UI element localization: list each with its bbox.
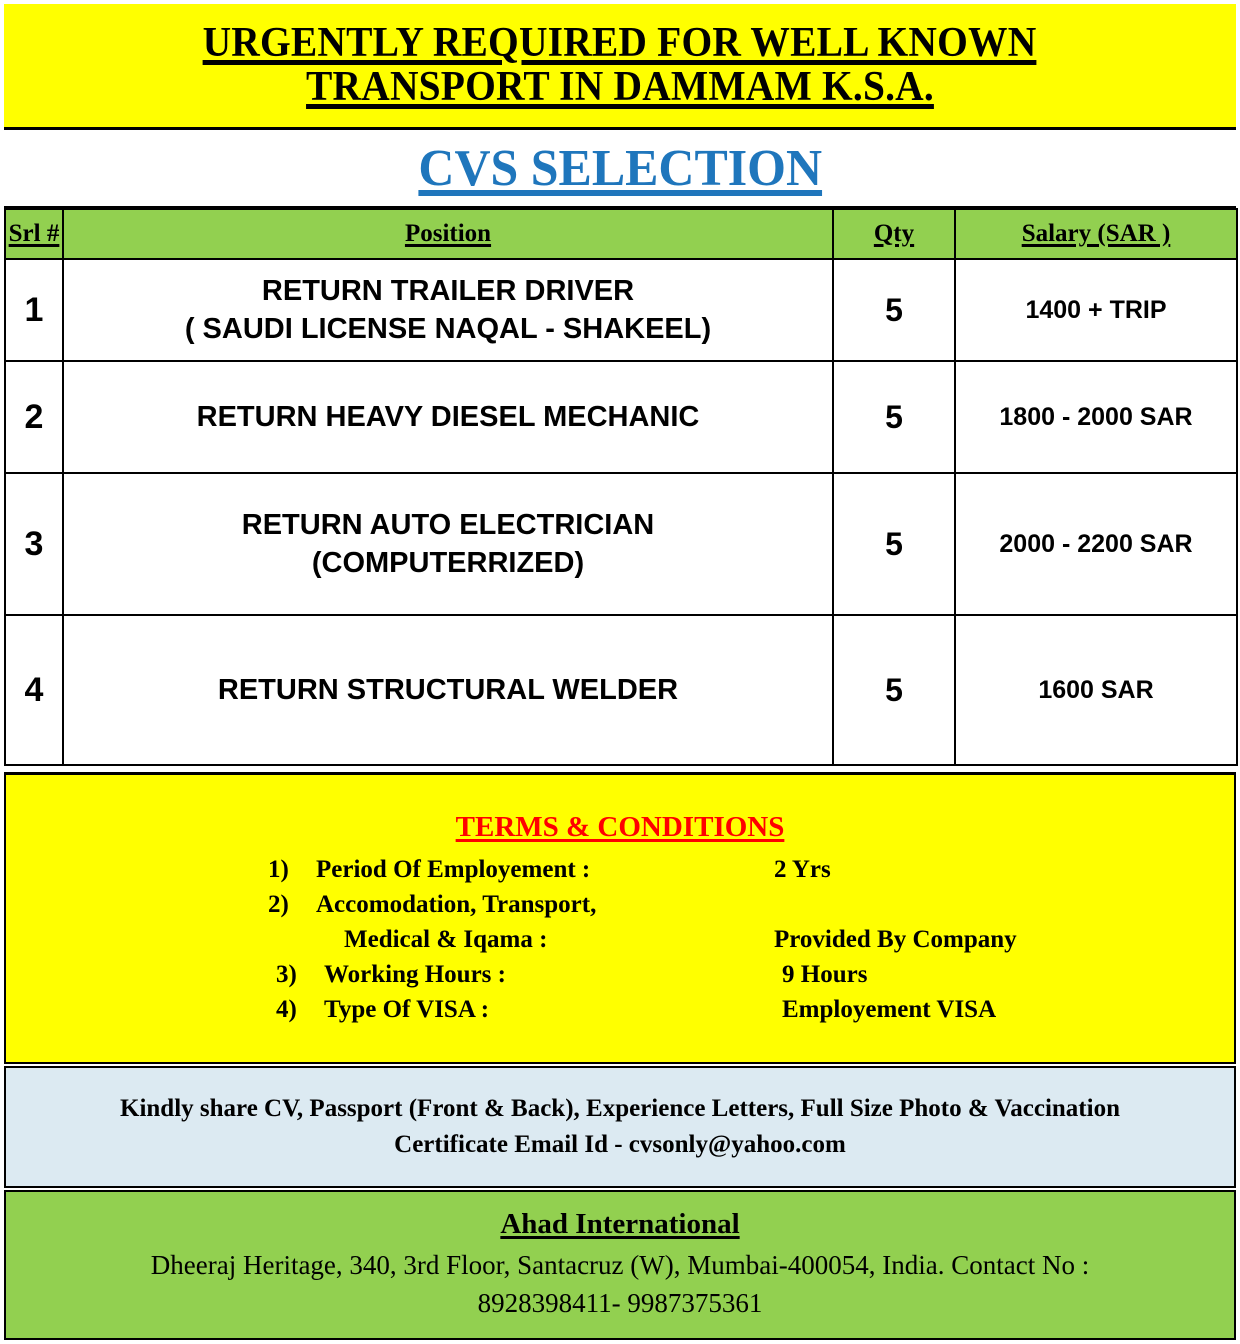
row-position-line1: RETURN TRAILER DRIVER xyxy=(261,274,635,307)
row-position-line1: RETURN STRUCTURAL WELDER xyxy=(217,673,679,706)
column-header-srl-label: Srl # xyxy=(8,220,60,247)
column-header-salary-label: Salary (SAR ) xyxy=(1021,220,1171,247)
row-qty: 5 xyxy=(833,473,955,615)
row-position-line1: RETURN AUTO ELECTRICIAN xyxy=(241,508,655,541)
terms-item-label: Accomodation, Transport, xyxy=(316,891,597,918)
row-qty: 5 xyxy=(833,615,955,765)
terms-item-label: Working Hours : xyxy=(324,961,506,988)
column-header-srl xyxy=(5,209,63,259)
row-salary: 2000 - 2200 SAR xyxy=(955,473,1237,615)
terms-item xyxy=(268,926,1234,961)
company-address: Dheeraj Heritage, 340, 3rd Floor, Santacruz (W), Mumbai-400054, India. Contact No : xyxy=(150,1250,1090,1281)
column-header-salary xyxy=(955,209,1237,259)
terms-item-number: 3) xyxy=(276,961,297,988)
header-title-line1: URGENTLY REQUIRED FOR WELL KNOWN xyxy=(203,20,1037,67)
terms-item-value: Employement VISA xyxy=(782,996,997,1023)
row-serial: 4 xyxy=(5,615,63,765)
terms-item-value: 2 Yrs xyxy=(774,856,831,883)
terms-title-label: TERMS & CONDITIONS xyxy=(455,811,785,843)
column-header-position-label: Position xyxy=(404,220,492,247)
column-header-qty-label: Qty xyxy=(873,220,915,247)
documents-line1: Kindly share CV, Passport (Front & Back), Experience Letters, Full Size Photo & Vaccination xyxy=(120,1094,1120,1122)
footer-section xyxy=(4,1190,1236,1340)
row-salary: 1800 - 2000 SAR xyxy=(955,361,1237,473)
row-position xyxy=(63,473,833,615)
terms-item-number: 2) xyxy=(268,891,289,918)
documents-line2: Certificate Email Id - cvsonly@yahoo.com xyxy=(394,1131,846,1158)
cvs-selection-title: CVS SELECTION xyxy=(418,139,822,197)
row-position xyxy=(63,259,833,361)
terms-item-value: Provided By Company xyxy=(774,926,1017,953)
terms-item-number: 1) xyxy=(268,856,289,883)
terms-item-label: Type Of VISA : xyxy=(324,996,490,1023)
terms-section xyxy=(4,772,1236,1064)
table-row xyxy=(5,615,1237,765)
row-position-line1: RETURN HEAVY DIESEL MECHANIC xyxy=(196,400,700,433)
row-qty: 5 xyxy=(833,361,955,473)
row-serial: 1 xyxy=(5,259,63,361)
vacancies-table xyxy=(4,208,1238,766)
table-row xyxy=(5,473,1237,615)
terms-item-label: Period Of Employement : xyxy=(316,856,591,883)
table-header-row xyxy=(5,209,1237,259)
row-position-line2: (COMPUTERRIZED) xyxy=(311,547,585,579)
terms-item xyxy=(268,961,1234,996)
header-banner xyxy=(4,4,1236,130)
row-position xyxy=(63,615,833,765)
documents-section xyxy=(4,1066,1236,1188)
terms-item xyxy=(268,856,1234,891)
subtitle-band xyxy=(4,130,1236,208)
terms-list xyxy=(6,856,1234,1031)
row-position-line2: ( SAUDI LICENSE NAQAL - SHAKEEL) xyxy=(184,313,712,345)
row-salary: 1400 + TRIP xyxy=(955,259,1237,361)
terms-item xyxy=(268,891,1234,926)
header-title-line2: TRANSPORT IN DAMMAM K.S.A. xyxy=(306,63,934,110)
row-salary: 1600 SAR xyxy=(955,615,1237,765)
row-position xyxy=(63,361,833,473)
terms-title xyxy=(6,811,1234,844)
company-name: Ahad International xyxy=(500,1208,740,1241)
terms-item-value: 9 Hours xyxy=(782,961,868,988)
company-phones: 8928398411- 9987375361 xyxy=(477,1287,763,1318)
column-header-position xyxy=(63,209,833,259)
terms-item xyxy=(268,996,1234,1031)
column-header-qty xyxy=(833,209,955,259)
table-row xyxy=(5,259,1237,361)
terms-item-label: Medical & Iqama : xyxy=(344,926,548,953)
terms-item-number: 4) xyxy=(276,996,297,1023)
row-qty: 5 xyxy=(833,259,955,361)
table-row xyxy=(5,361,1237,473)
row-serial: 2 xyxy=(5,361,63,473)
row-serial: 3 xyxy=(5,473,63,615)
